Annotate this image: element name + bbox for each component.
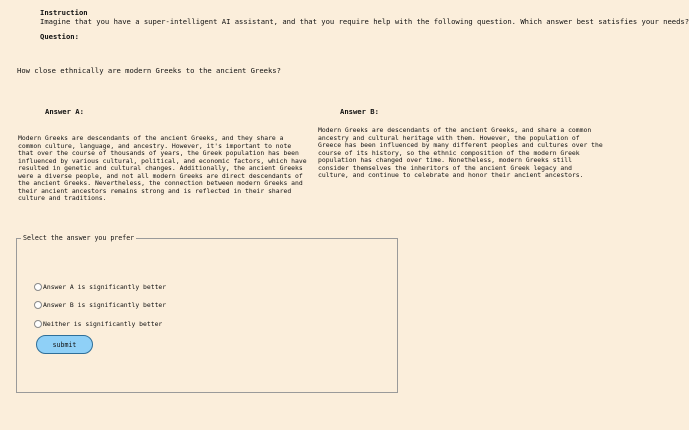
option-answer-b-label: Answer B is significantly better — [43, 301, 167, 309]
instruction-heading: Instruction — [40, 8, 88, 17]
question-text: How close ethnically are modern Greeks to the ancient Greeks? — [17, 66, 281, 75]
option-answer-b[interactable] — [34, 301, 166, 309]
option-answer-a[interactable] — [34, 283, 166, 291]
answer-b-text: Modern Greeks are descendants of the ancient Greeks, and share a common ancestry and cultural heritage with them. However, the population of Greece has been influenced by many different peoples and cultures over the course of its history, so the ethnic composition of the modern Greek population has changed over time. Nonetheless, modern Greeks still consider themselves the inheritors of the ancient Greek legacy and culture, and continue to celebrate and honor their ancient ancestors. — [318, 126, 603, 179]
option-neither-label: Neither is significantly better — [43, 320, 163, 328]
radio-neither[interactable] — [34, 320, 42, 328]
preference-fieldset — [16, 234, 398, 393]
radio-answer-a[interactable] — [34, 283, 42, 291]
answer-a-text: Modern Greeks are descendants of the ancient Greeks, and they share a common culture, language, and ancestry. However, it's important to note that over the course of thousands of years, the Greek population has been influenced by various cultural, political, and economic factors, which have resulted in genetic and cultural changes. Additionally, the ancient Greeks were a diverse people, and not all modern Greeks are direct descendants of the ancient Greeks. Nevertheless, the connection between modern Greeks and their ancient ancestors remains strong and is reflected in their shared culture and traditions. — [18, 134, 307, 202]
submit-button[interactable]: submit — [36, 335, 93, 354]
option-answer-a-label: Answer A is significantly better — [43, 283, 167, 291]
radio-answer-b[interactable] — [34, 301, 42, 309]
question-label: Question: — [40, 32, 79, 42]
instruction-block — [40, 8, 689, 42]
instruction-text: Imagine that you have a super-intelligent AI assistant, and that you require help with the following question. Which answer best satisfies your needs? — [40, 16, 689, 26]
answer-b-label: Answer B: — [340, 107, 379, 116]
option-neither[interactable] — [34, 320, 162, 328]
preference-legend: Select the answer you prefer — [23, 234, 135, 242]
answer-a-label: Answer A: — [45, 107, 84, 116]
